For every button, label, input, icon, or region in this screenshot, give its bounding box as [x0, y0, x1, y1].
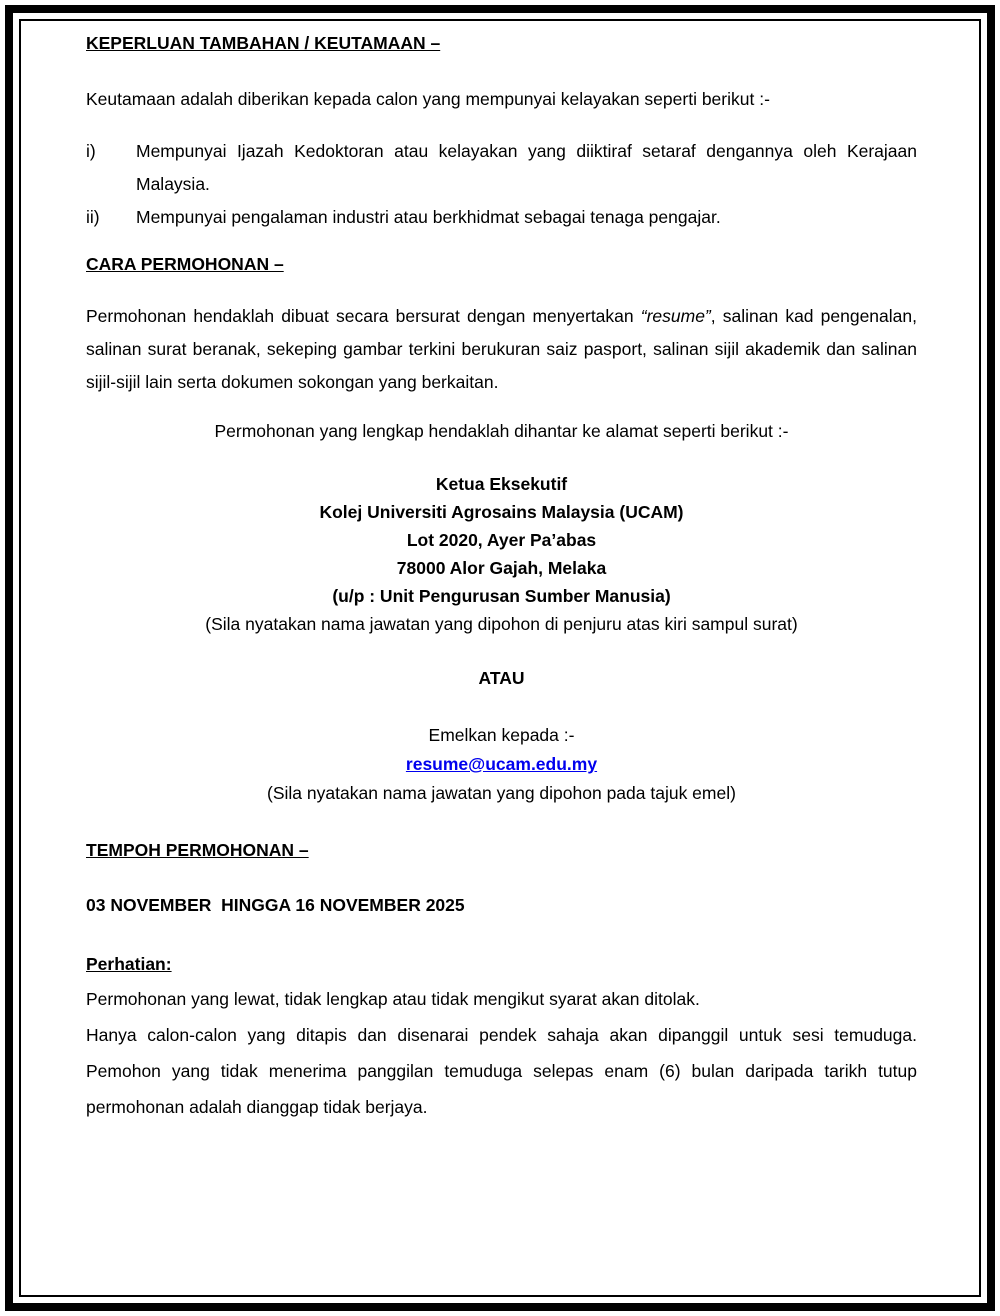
- page-border-inner: [19, 19, 981, 1297]
- keperluan-list: [86, 135, 917, 234]
- cara-paragraph-start: Permohonan hendaklah dibuat secara bersurat dengan menyertakan: [86, 306, 641, 326]
- postal-address-block: [86, 470, 917, 638]
- perhatian-heading: Perhatian:: [86, 954, 172, 974]
- document-content: [21, 21, 979, 1125]
- email-intro-text: Emelkan kepada :-: [428, 725, 575, 745]
- cara-paragraph: [86, 300, 917, 399]
- send-address-line: Permohonan yang lengkap hendaklah dihantar ke alamat seperti berikut :-: [214, 421, 789, 441]
- perhatian-line-2: Hanya calon-calon yang ditapis dan disenarai pendek sahaja akan dipanggil untuk sesi temuduga. Pemohon yang tidak menerima panggilan temuduga selepas enam (6) bulan daripada tarikh tutup permohonan adalah dianggap tidak berjaya.: [86, 1025, 917, 1117]
- or-separator-label: ATAU: [478, 668, 525, 688]
- keperluan-intro-text: Keutamaan adalah diberikan kepada calon yang mempunyai kelayakan seperti berikut :-: [86, 89, 770, 109]
- perhatian-line-1: Permohonan yang lewat, tidak lengkap atau tidak mengikut syarat akan ditolak.: [86, 989, 700, 1009]
- list-marker-i: i): [86, 141, 96, 161]
- address-lot: Lot 2020, Ayer Pa’abas: [406, 530, 597, 550]
- page-border-outer: [5, 5, 995, 1311]
- list-item-ii: [86, 201, 917, 234]
- resume-italic-text: “resume”: [640, 306, 711, 326]
- address-attention: (u/p : Unit Pengurusan Sumber Manusia): [332, 586, 671, 606]
- section-heading-keperluan: KEPERLUAN TAMBAHAN / KEUTAMAAN –: [86, 33, 441, 53]
- address-institution: Kolej Universiti Agrosains Malaysia (UCAM): [319, 502, 684, 522]
- address-city: 78000 Alor Gajah, Melaka: [396, 558, 607, 578]
- list-marker-ii: ii): [86, 207, 100, 227]
- address-recipient: Ketua Eksekutif: [435, 474, 568, 494]
- list-item-i: [86, 135, 917, 201]
- application-period-dates: 03 NOVEMBER HINGGA 16 NOVEMBER 2025: [86, 895, 465, 915]
- address-envelope-note: (Sila nyatakan nama jawatan yang dipohon di penjuru atas kiri sampul surat): [205, 614, 798, 634]
- cara-paragraph-end: , salinan kad pengenalan, salinan surat beranak, sekeping gambar terkini berukuran saiz pasport, salinan sijil akademik dan salinan sijil-sijil lain serta dokumen sokongan yang berkaitan.: [86, 306, 917, 392]
- email-block: [86, 721, 917, 808]
- list-text-ii: Mempunyai pengalaman industri atau berkhidmat sebagai tenaga pengajar.: [136, 207, 721, 227]
- section-heading-tempoh: TEMPOH PERMOHONAN –: [86, 840, 309, 860]
- email-address-link[interactable]: resume@ucam.edu.my: [405, 754, 598, 774]
- email-subject-note: (Sila nyatakan nama jawatan yang dipohon pada tajuk emel): [267, 783, 736, 803]
- section-heading-cara: CARA PERMOHONAN –: [86, 254, 284, 274]
- list-text-i: Mempunyai Ijazah Kedoktoran atau kelayakan yang diiktiraf setaraf dengannya oleh Kerajaan Malaysia.: [136, 141, 917, 194]
